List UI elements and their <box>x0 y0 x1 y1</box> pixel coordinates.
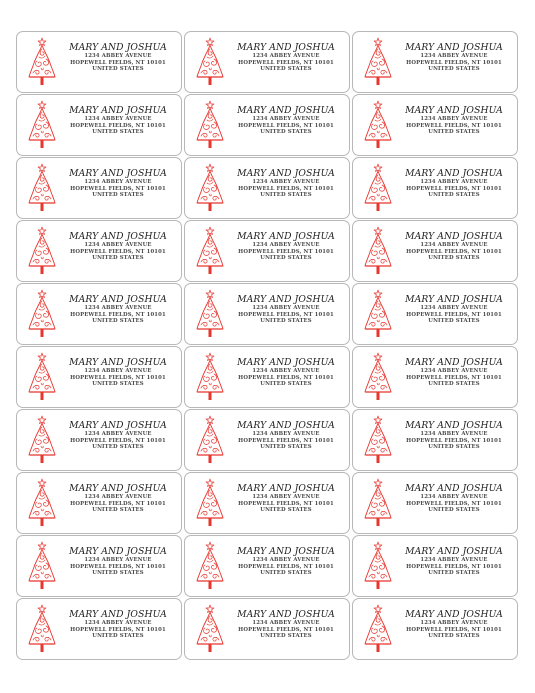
address-line-3: UNITED STATES <box>428 381 480 388</box>
label-text-block <box>397 420 511 451</box>
address-line-2: HOPEWELL FIELDS, NT 10101 <box>70 374 166 381</box>
label-text-block <box>61 546 175 577</box>
christmas-tree-icon <box>195 415 225 465</box>
recipient-name: MARY AND JOSHUA <box>405 357 503 368</box>
label-text-block <box>229 420 343 451</box>
address-line-2: HOPEWELL FIELDS, NT 10101 <box>238 122 334 129</box>
christmas-tree-icon <box>27 604 57 654</box>
address-line-1: 1234 ABBEY AVENUE <box>420 305 488 311</box>
christmas-tree-icon <box>27 100 57 150</box>
recipient-name: MARY AND JOSHUA <box>405 483 503 494</box>
address-label[interactable] <box>352 472 518 534</box>
address-line-3: UNITED STATES <box>92 381 144 388</box>
christmas-tree-icon <box>27 415 57 465</box>
address-label[interactable] <box>16 31 182 93</box>
address-line-2: HOPEWELL FIELDS, NT 10101 <box>238 59 334 66</box>
recipient-name: MARY AND JOSHUA <box>405 609 503 620</box>
address-line-3: UNITED STATES <box>92 633 144 640</box>
address-line-3: UNITED STATES <box>260 381 312 388</box>
address-line-3: UNITED STATES <box>428 570 480 577</box>
address-line-3: UNITED STATES <box>428 129 480 136</box>
address-line-1: 1234 ABBEY AVENUE <box>252 179 320 185</box>
address-label[interactable] <box>352 157 518 219</box>
address-line-3: UNITED STATES <box>260 570 312 577</box>
address-line-1: 1234 ABBEY AVENUE <box>420 368 488 374</box>
label-text-block <box>61 42 175 73</box>
address-line-2: HOPEWELL FIELDS, NT 10101 <box>70 59 166 66</box>
address-line-2: HOPEWELL FIELDS, NT 10101 <box>238 185 334 192</box>
address-line-1: 1234 ABBEY AVENUE <box>84 557 152 563</box>
address-line-1: 1234 ABBEY AVENUE <box>252 368 320 374</box>
address-line-3: UNITED STATES <box>92 192 144 199</box>
recipient-name: MARY AND JOSHUA <box>237 168 335 179</box>
christmas-tree-icon <box>195 100 225 150</box>
address-label[interactable] <box>16 283 182 345</box>
label-text-block <box>229 168 343 199</box>
address-line-2: HOPEWELL FIELDS, NT 10101 <box>406 311 502 318</box>
address-label[interactable] <box>352 346 518 408</box>
label-text-block <box>61 105 175 136</box>
address-label[interactable] <box>184 283 350 345</box>
address-line-1: 1234 ABBEY AVENUE <box>252 116 320 122</box>
address-label[interactable] <box>352 535 518 597</box>
address-label[interactable] <box>16 472 182 534</box>
christmas-tree-icon <box>195 163 225 213</box>
recipient-name: MARY AND JOSHUA <box>405 294 503 305</box>
address-line-2: HOPEWELL FIELDS, NT 10101 <box>238 248 334 255</box>
address-line-3: UNITED STATES <box>92 255 144 262</box>
address-label[interactable] <box>184 220 350 282</box>
address-line-2: HOPEWELL FIELDS, NT 10101 <box>406 122 502 129</box>
address-line-2: HOPEWELL FIELDS, NT 10101 <box>70 563 166 570</box>
label-text-block <box>61 231 175 262</box>
recipient-name: MARY AND JOSHUA <box>69 609 167 620</box>
address-label[interactable] <box>16 94 182 156</box>
label-text-block <box>61 357 175 388</box>
recipient-name: MARY AND JOSHUA <box>405 546 503 557</box>
address-line-2: HOPEWELL FIELDS, NT 10101 <box>70 185 166 192</box>
address-line-1: 1234 ABBEY AVENUE <box>84 494 152 500</box>
address-label[interactable] <box>352 409 518 471</box>
address-label[interactable] <box>16 346 182 408</box>
recipient-name: MARY AND JOSHUA <box>69 105 167 116</box>
recipient-name: MARY AND JOSHUA <box>69 168 167 179</box>
christmas-tree-icon <box>195 604 225 654</box>
address-line-2: HOPEWELL FIELDS, NT 10101 <box>406 59 502 66</box>
address-line-1: 1234 ABBEY AVENUE <box>252 494 320 500</box>
address-line-2: HOPEWELL FIELDS, NT 10101 <box>238 500 334 507</box>
christmas-tree-icon <box>27 478 57 528</box>
address-label[interactable] <box>352 283 518 345</box>
label-text-block <box>229 231 343 262</box>
christmas-tree-icon <box>363 163 393 213</box>
christmas-tree-icon <box>363 541 393 591</box>
address-line-1: 1234 ABBEY AVENUE <box>420 431 488 437</box>
address-line-3: UNITED STATES <box>260 318 312 325</box>
address-line-1: 1234 ABBEY AVENUE <box>252 620 320 626</box>
address-label[interactable] <box>16 157 182 219</box>
label-text-block <box>229 42 343 73</box>
address-line-3: UNITED STATES <box>428 444 480 451</box>
address-line-2: HOPEWELL FIELDS, NT 10101 <box>238 374 334 381</box>
address-label[interactable] <box>184 31 350 93</box>
christmas-tree-icon <box>363 37 393 87</box>
label-text-block <box>61 420 175 451</box>
christmas-tree-icon <box>27 163 57 213</box>
address-line-3: UNITED STATES <box>260 633 312 640</box>
address-line-1: 1234 ABBEY AVENUE <box>420 494 488 500</box>
recipient-name: MARY AND JOSHUA <box>237 483 335 494</box>
address-line-2: HOPEWELL FIELDS, NT 10101 <box>70 626 166 633</box>
address-line-2: HOPEWELL FIELDS, NT 10101 <box>406 626 502 633</box>
address-line-2: HOPEWELL FIELDS, NT 10101 <box>406 248 502 255</box>
christmas-tree-icon <box>363 226 393 276</box>
address-label[interactable] <box>16 598 182 660</box>
address-line-3: UNITED STATES <box>260 66 312 73</box>
christmas-tree-icon <box>27 289 57 339</box>
recipient-name: MARY AND JOSHUA <box>237 105 335 116</box>
recipient-name: MARY AND JOSHUA <box>69 420 167 431</box>
label-text-block <box>397 483 511 514</box>
address-label[interactable] <box>352 598 518 660</box>
christmas-tree-icon <box>195 478 225 528</box>
christmas-tree-icon <box>195 541 225 591</box>
label-text-block <box>61 168 175 199</box>
address-label[interactable] <box>184 472 350 534</box>
address-line-1: 1234 ABBEY AVENUE <box>420 242 488 248</box>
address-line-1: 1234 ABBEY AVENUE <box>84 242 152 248</box>
address-label[interactable] <box>184 94 350 156</box>
address-line-3: UNITED STATES <box>92 570 144 577</box>
label-text-block <box>61 609 175 640</box>
address-line-2: HOPEWELL FIELDS, NT 10101 <box>406 500 502 507</box>
recipient-name: MARY AND JOSHUA <box>237 231 335 242</box>
address-line-1: 1234 ABBEY AVENUE <box>84 620 152 626</box>
christmas-tree-icon <box>363 415 393 465</box>
address-line-3: UNITED STATES <box>260 255 312 262</box>
address-line-3: UNITED STATES <box>428 507 480 514</box>
recipient-name: MARY AND JOSHUA <box>69 294 167 305</box>
recipient-name: MARY AND JOSHUA <box>69 231 167 242</box>
label-text-block <box>61 483 175 514</box>
address-line-3: UNITED STATES <box>92 129 144 136</box>
address-line-2: HOPEWELL FIELDS, NT 10101 <box>70 122 166 129</box>
label-sheet <box>16 31 519 662</box>
label-text-block <box>397 42 511 73</box>
christmas-tree-icon <box>363 604 393 654</box>
address-line-3: UNITED STATES <box>428 255 480 262</box>
address-label[interactable] <box>16 220 182 282</box>
label-text-block <box>229 609 343 640</box>
recipient-name: MARY AND JOSHUA <box>405 42 503 53</box>
address-line-3: UNITED STATES <box>260 129 312 136</box>
recipient-name: MARY AND JOSHUA <box>69 546 167 557</box>
recipient-name: MARY AND JOSHUA <box>237 420 335 431</box>
recipient-name: MARY AND JOSHUA <box>405 105 503 116</box>
address-line-3: UNITED STATES <box>260 192 312 199</box>
label-text-block <box>397 546 511 577</box>
recipient-name: MARY AND JOSHUA <box>237 609 335 620</box>
address-line-2: HOPEWELL FIELDS, NT 10101 <box>238 563 334 570</box>
address-line-1: 1234 ABBEY AVENUE <box>420 620 488 626</box>
address-line-2: HOPEWELL FIELDS, NT 10101 <box>406 437 502 444</box>
address-line-1: 1234 ABBEY AVENUE <box>252 305 320 311</box>
address-line-2: HOPEWELL FIELDS, NT 10101 <box>70 311 166 318</box>
label-text-block <box>397 231 511 262</box>
address-line-1: 1234 ABBEY AVENUE <box>420 179 488 185</box>
address-label[interactable] <box>184 157 350 219</box>
label-text-block <box>397 294 511 325</box>
address-line-1: 1234 ABBEY AVENUE <box>252 53 320 59</box>
address-label[interactable] <box>184 346 350 408</box>
recipient-name: MARY AND JOSHUA <box>69 483 167 494</box>
address-line-1: 1234 ABBEY AVENUE <box>252 242 320 248</box>
address-line-1: 1234 ABBEY AVENUE <box>420 53 488 59</box>
label-text-block <box>229 546 343 577</box>
address-label[interactable] <box>352 220 518 282</box>
christmas-tree-icon <box>195 352 225 402</box>
address-line-1: 1234 ABBEY AVENUE <box>252 557 320 563</box>
recipient-name: MARY AND JOSHUA <box>237 294 335 305</box>
christmas-tree-icon <box>27 226 57 276</box>
address-line-1: 1234 ABBEY AVENUE <box>84 53 152 59</box>
address-line-3: UNITED STATES <box>92 507 144 514</box>
christmas-tree-icon <box>27 541 57 591</box>
label-text-block <box>397 357 511 388</box>
address-label[interactable] <box>16 409 182 471</box>
christmas-tree-icon <box>27 352 57 402</box>
address-label[interactable] <box>352 31 518 93</box>
label-text-block <box>397 168 511 199</box>
recipient-name: MARY AND JOSHUA <box>237 357 335 368</box>
recipient-name: MARY AND JOSHUA <box>405 231 503 242</box>
address-line-3: UNITED STATES <box>260 507 312 514</box>
address-line-1: 1234 ABBEY AVENUE <box>84 431 152 437</box>
address-line-1: 1234 ABBEY AVENUE <box>420 557 488 563</box>
christmas-tree-icon <box>363 289 393 339</box>
christmas-tree-icon <box>195 37 225 87</box>
address-line-3: UNITED STATES <box>428 633 480 640</box>
address-label[interactable] <box>184 409 350 471</box>
address-line-2: HOPEWELL FIELDS, NT 10101 <box>70 248 166 255</box>
christmas-tree-icon <box>195 289 225 339</box>
christmas-tree-icon <box>363 478 393 528</box>
christmas-tree-icon <box>195 226 225 276</box>
address-label[interactable] <box>184 535 350 597</box>
address-line-1: 1234 ABBEY AVENUE <box>84 179 152 185</box>
address-line-2: HOPEWELL FIELDS, NT 10101 <box>70 437 166 444</box>
address-line-2: HOPEWELL FIELDS, NT 10101 <box>238 437 334 444</box>
label-text-block <box>61 294 175 325</box>
christmas-tree-icon <box>363 100 393 150</box>
recipient-name: MARY AND JOSHUA <box>237 546 335 557</box>
address-line-2: HOPEWELL FIELDS, NT 10101 <box>238 626 334 633</box>
address-line-3: UNITED STATES <box>428 192 480 199</box>
address-line-2: HOPEWELL FIELDS, NT 10101 <box>406 374 502 381</box>
address-line-3: UNITED STATES <box>92 318 144 325</box>
address-line-1: 1234 ABBEY AVENUE <box>84 305 152 311</box>
address-label[interactable] <box>16 535 182 597</box>
address-label[interactable] <box>184 598 350 660</box>
label-text-block <box>397 105 511 136</box>
address-line-3: UNITED STATES <box>428 66 480 73</box>
recipient-name: MARY AND JOSHUA <box>405 168 503 179</box>
recipient-name: MARY AND JOSHUA <box>405 420 503 431</box>
address-line-1: 1234 ABBEY AVENUE <box>84 116 152 122</box>
label-text-block <box>229 357 343 388</box>
recipient-name: MARY AND JOSHUA <box>69 42 167 53</box>
label-text-block <box>397 609 511 640</box>
address-line-1: 1234 ABBEY AVENUE <box>252 431 320 437</box>
address-line-2: HOPEWELL FIELDS, NT 10101 <box>406 185 502 192</box>
address-label[interactable] <box>352 94 518 156</box>
address-line-3: UNITED STATES <box>428 318 480 325</box>
recipient-name: MARY AND JOSHUA <box>69 357 167 368</box>
recipient-name: MARY AND JOSHUA <box>237 42 335 53</box>
address-line-2: HOPEWELL FIELDS, NT 10101 <box>406 563 502 570</box>
address-line-3: UNITED STATES <box>92 66 144 73</box>
label-text-block <box>229 105 343 136</box>
address-line-2: HOPEWELL FIELDS, NT 10101 <box>238 311 334 318</box>
address-line-1: 1234 ABBEY AVENUE <box>84 368 152 374</box>
address-line-2: HOPEWELL FIELDS, NT 10101 <box>70 500 166 507</box>
address-line-3: UNITED STATES <box>92 444 144 451</box>
label-text-block <box>229 294 343 325</box>
label-text-block <box>229 483 343 514</box>
christmas-tree-icon <box>363 352 393 402</box>
address-line-3: UNITED STATES <box>260 444 312 451</box>
christmas-tree-icon <box>27 37 57 87</box>
address-line-1: 1234 ABBEY AVENUE <box>420 116 488 122</box>
